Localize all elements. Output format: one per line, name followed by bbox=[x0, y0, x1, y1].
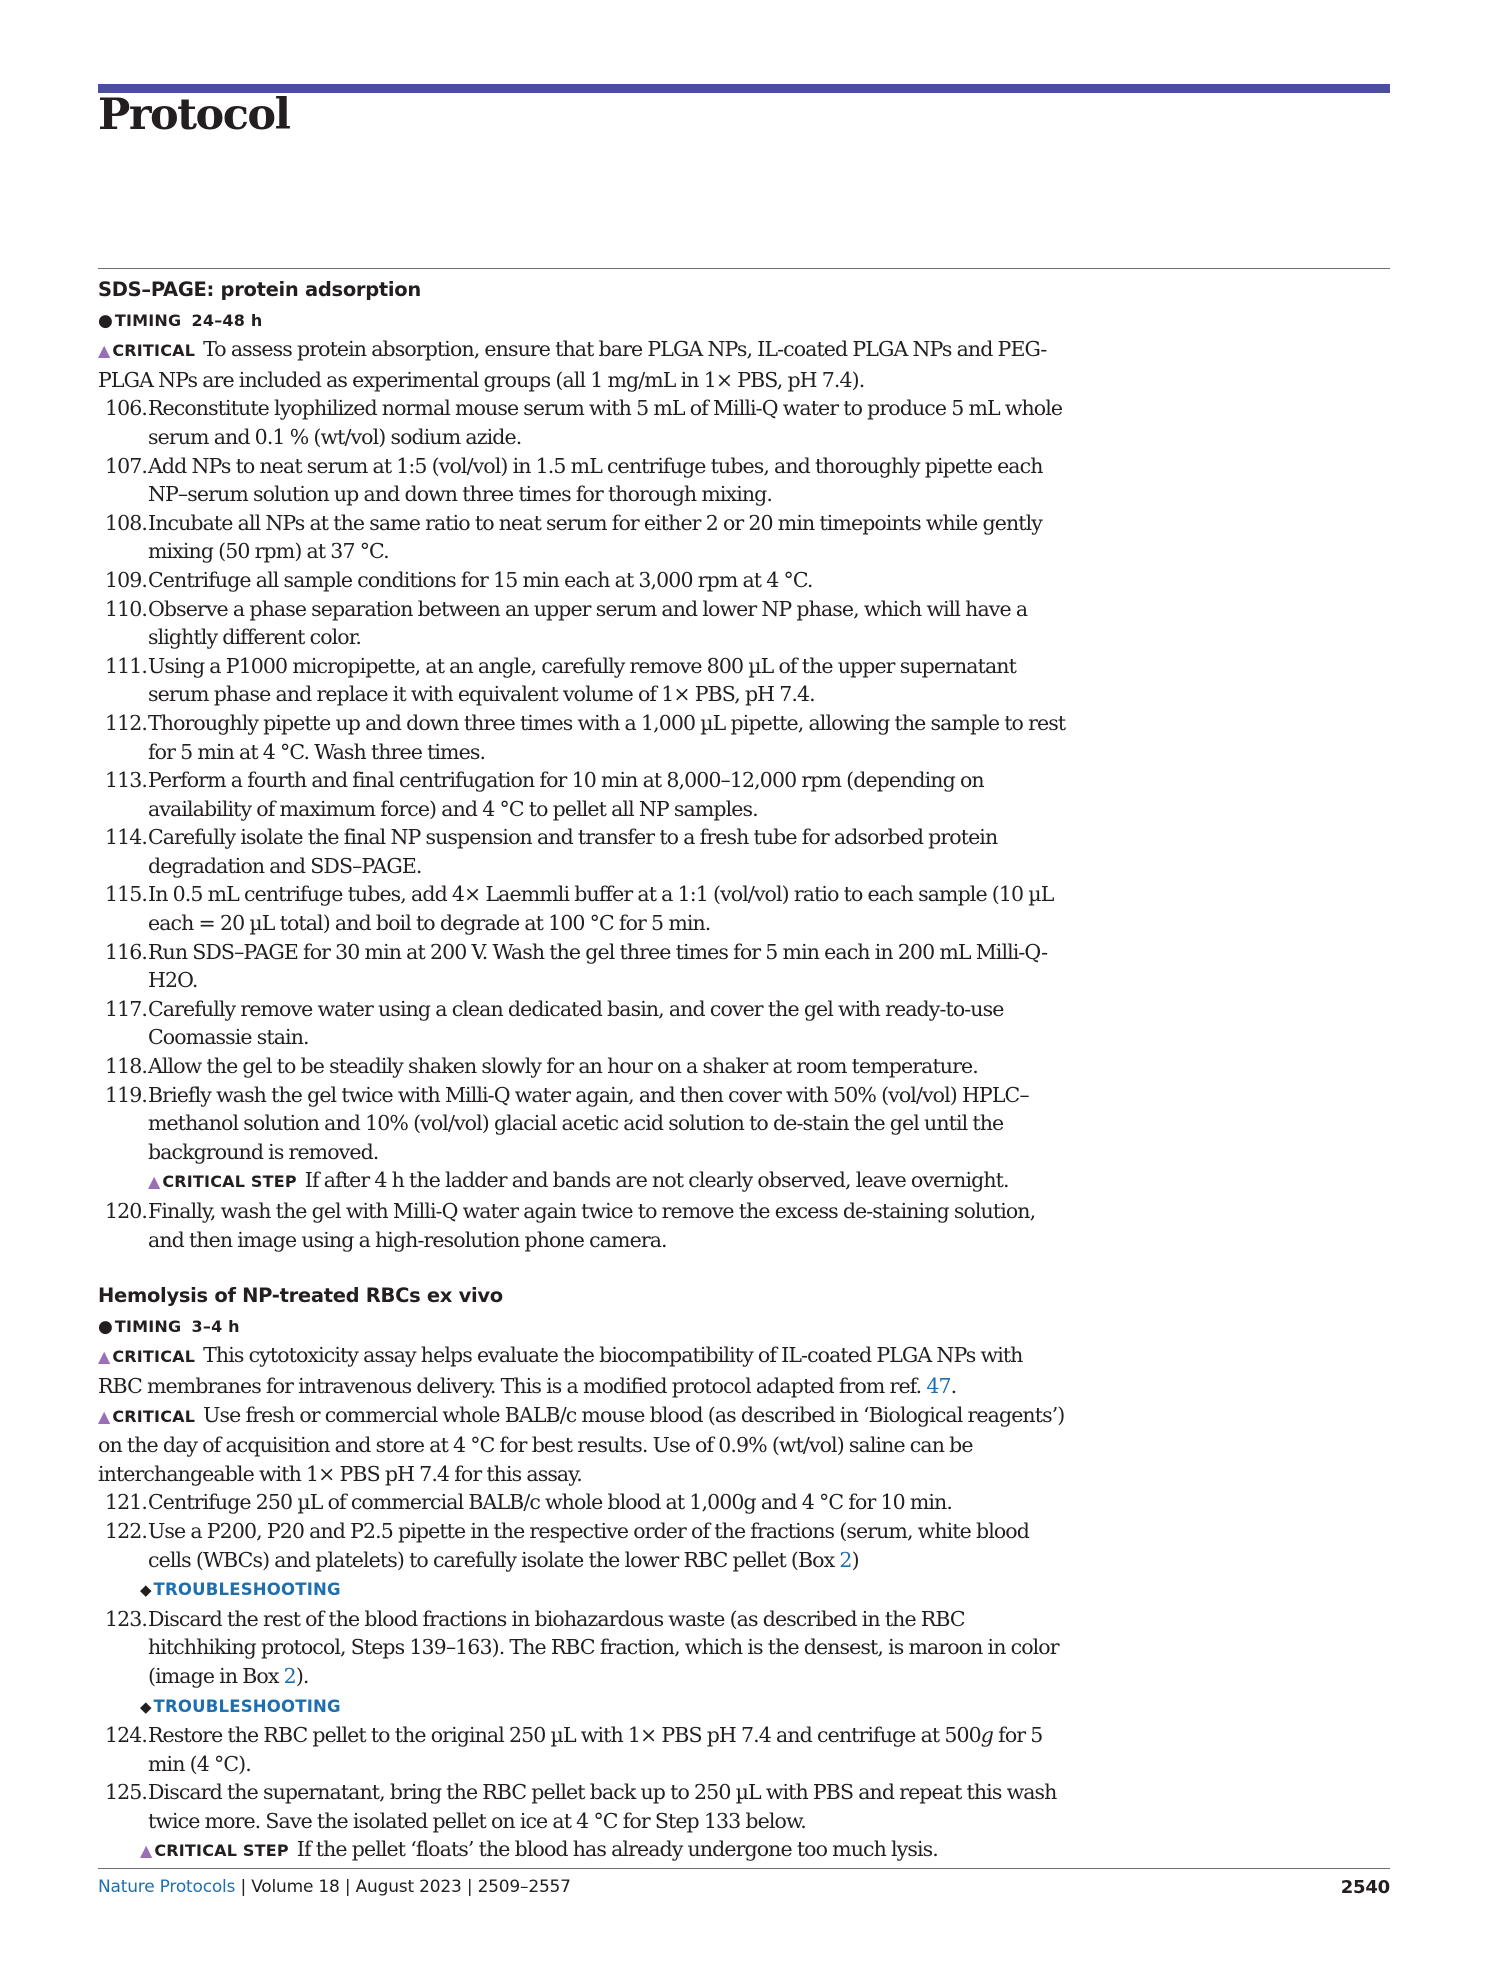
step-text-tail: ). bbox=[295, 1663, 309, 1688]
step-number: 118. bbox=[104, 1054, 147, 1079]
protocol-step bbox=[98, 652, 1068, 709]
timing-value: 24–48 h bbox=[191, 310, 263, 330]
protocol-step bbox=[98, 709, 1068, 766]
step-number: 106. bbox=[104, 396, 147, 421]
step-number: 110. bbox=[104, 596, 147, 621]
protocol-step bbox=[98, 1488, 1068, 1517]
unit-italic: g bbox=[980, 1723, 994, 1748]
critical-triangle-icon: ▲ bbox=[140, 1841, 153, 1861]
step-number: 109. bbox=[104, 567, 147, 592]
timing-value: 3–4 h bbox=[191, 1316, 240, 1336]
step-text: Allow the gel to be steadily shaken slowly for an hour on a shaker at room temperature. bbox=[148, 1054, 978, 1079]
article-type-label: Protocol bbox=[98, 90, 290, 140]
main-content bbox=[98, 276, 1068, 1866]
critical-text: This cytotoxicity assay helps evaluate the biocompatibility of IL-coated PLGA NPs with RBC membranes for intravenous delivery. This is a modified protocol adapted from ref. bbox=[98, 1343, 1023, 1398]
section-heading-hemolysis: Hemolysis of NP-treated RBCs ex vivo bbox=[98, 1284, 503, 1308]
step-text: Carefully remove water using a clean dedicated basin, and cover the gel with ready-to-use Coomassie stain. bbox=[148, 996, 1004, 1050]
critical-triangle-icon: ▲ bbox=[98, 1347, 111, 1367]
step-text: Reconstitute lyophilized normal mouse serum with 5 mL of Milli-Q water to produce 5 mL whole serum and 0.1 % (wt/vol) sodium azide. bbox=[148, 396, 1063, 449]
protocol-step bbox=[98, 823, 1068, 880]
step-text: In 0.5 mL centrifuge tubes, add 4× Laemmli buffer at a 1:1 (vol/vol) ratio to each sample (10 µL each = 20 µL total) and boil to degrade at 100 °C for 5 min. bbox=[148, 882, 1054, 936]
footer-separator: | bbox=[344, 1877, 351, 1897]
critical-step-label: CRITICAL STEP bbox=[162, 1172, 297, 1192]
top-rule bbox=[98, 268, 1390, 269]
protocol-step bbox=[98, 1778, 1068, 1835]
step-text: Incubate all NPs at the same ratio to neat serum for either 2 or 20 min timepoints while gently mixing (50 rpm) at 37 °C. bbox=[148, 510, 1042, 564]
step-text bbox=[148, 1517, 1068, 1574]
step-number: 111. bbox=[104, 653, 147, 678]
protocol-step bbox=[98, 1517, 1068, 1574]
critical-step-text: If after 4 h the ladder and bands are not clearly observed, leave overnight. bbox=[304, 1168, 1009, 1193]
step-text: Run SDS–PAGE for 30 min at 200 V. Wash the gel three times for 5 min each in 200 mL Milli-Q-H2O. bbox=[148, 939, 1048, 993]
step-number: 114. bbox=[104, 825, 147, 850]
critical-label: CRITICAL bbox=[112, 341, 196, 361]
critical-triangle-icon: ▲ bbox=[98, 341, 111, 361]
step-number: 121. bbox=[104, 1490, 147, 1515]
step-number: 122. bbox=[104, 1518, 147, 1543]
protocol-step bbox=[98, 1197, 1068, 1254]
step-number: 125. bbox=[104, 1780, 147, 1805]
step-number: 123. bbox=[104, 1606, 147, 1631]
critical-label: CRITICAL bbox=[112, 1406, 196, 1426]
critical-step-text: If the pellet ‘floats’ the blood has already undergone too much lysis. bbox=[296, 1837, 938, 1862]
footer-date: August 2023 bbox=[355, 1877, 462, 1897]
step-text: Centrifuge 250 µL of commercial BALB/c whole blood at 1,000g and 4 °C for 10 min. bbox=[148, 1490, 952, 1515]
troubleshooting-link[interactable] bbox=[98, 1691, 1068, 1722]
step-number: 120. bbox=[104, 1199, 147, 1223]
footer-separator: | bbox=[466, 1877, 473, 1897]
step-text-body: Use a P200, P20 and P2.5 pipette in the respective order of the fractions (serum, white blood cells (WBCs) and platelets) to carefully isolate the lower RBC pellet (Box bbox=[148, 1518, 1029, 1572]
protocol-step bbox=[98, 452, 1068, 509]
footer-volume: Volume 18 bbox=[251, 1877, 340, 1897]
protocol-step bbox=[98, 995, 1068, 1052]
bottom-rule bbox=[98, 1868, 1390, 1869]
timing-line bbox=[98, 1311, 1068, 1342]
header-bar bbox=[98, 84, 1390, 93]
critical-label: CRITICAL bbox=[112, 1347, 196, 1367]
troubleshooting-label: TROUBLESHOOTING bbox=[153, 1580, 341, 1600]
step-text: Discard the supernatant, bring the RBC pellet back up to 250 µL with PBS and repeat this wash twice more. Save the isolated pellet on ice at 4 °C for Step 133 below. bbox=[148, 1780, 1057, 1833]
timing-label: TIMING bbox=[114, 1316, 182, 1336]
step-text: Finally, wash the gel with Milli-Q water again twice to remove the excess de-staining solution, and then image using a high-resolution phone camera. bbox=[148, 1199, 1036, 1252]
protocol-step bbox=[98, 938, 1068, 995]
step-number: 108. bbox=[104, 510, 147, 535]
step-text: Using a P1000 micropipette, at an angle, carefully remove 800 µL of the upper supernatant serum phase and replace it with equivalent volume of 1× PBS, pH 7.4. bbox=[148, 653, 1016, 707]
protocol-step bbox=[98, 394, 1068, 451]
protocol-step bbox=[98, 1605, 1068, 1691]
page-footer bbox=[98, 1877, 1390, 1897]
step-number: 107. bbox=[104, 453, 147, 478]
timing-label: TIMING bbox=[114, 310, 182, 330]
step-text bbox=[148, 1721, 1068, 1778]
critical-note bbox=[98, 335, 1068, 394]
critical-triangle-icon: ▲ bbox=[148, 1172, 161, 1192]
step-number: 117. bbox=[104, 996, 147, 1021]
step-number: 115. bbox=[104, 882, 147, 907]
timing-dot-icon: ● bbox=[98, 1316, 113, 1337]
critical-note bbox=[98, 1401, 1068, 1489]
step-text bbox=[148, 1605, 1068, 1691]
page-number: 2540 bbox=[1340, 1877, 1390, 1898]
protocol-step bbox=[98, 566, 1068, 595]
step-text: Carefully isolate the final NP suspension and transfer to a fresh tube for adsorbed protein degradation and SDS–PAGE. bbox=[148, 825, 998, 878]
timing-line bbox=[98, 305, 1068, 336]
step-number: 124. bbox=[104, 1723, 147, 1748]
protocol-step bbox=[98, 1721, 1068, 1778]
step-text: Add NPs to neat serum at 1:5 (vol/vol) in 1.5 mL centrifuge tubes, and thoroughly pipette each NP–serum solution up and down three times for thorough mixing. bbox=[148, 453, 1043, 507]
troubleshooting-diamond-icon: ◆ bbox=[140, 1581, 152, 1600]
critical-step-label: CRITICAL STEP bbox=[154, 1841, 289, 1861]
protocol-step bbox=[98, 1052, 1068, 1081]
section-spacer bbox=[98, 1254, 1068, 1282]
protocol-step bbox=[98, 509, 1068, 566]
section-heading-sds-page: SDS–PAGE: protein adsorption bbox=[98, 278, 421, 301]
critical-text: To assess protein absorption, ensure that bare PLGA NPs, IL-coated PLGA NPs and PEG-PLGA NPs are included as experimental groups (all 1 mg/mL in 1× PBS, pH 7.4). bbox=[98, 337, 1047, 392]
timing-dot-icon: ● bbox=[98, 310, 113, 331]
critical-text: Use fresh or commercial whole BALB/c mouse blood (as described in ‘Biological reagents’) on the day of acquisition and store at 4 °C for best results. Use of 0.9% (wt/vol) saline can be interchangeable with 1× PBS pH 7.4 for this assay. bbox=[98, 1402, 1065, 1486]
protocol-step bbox=[98, 880, 1068, 937]
step-text: Centrifuge all sample conditions for 15 min each at 3,000 rpm at 4 °C. bbox=[148, 567, 813, 592]
protocol-step bbox=[98, 766, 1068, 823]
step-text: Briefly wash the gel twice with Milli-Q water again, and then cover with 50% (vol/vol) HPLC–methanol solution and 10% (vol/vol) glacial acetic acid solution to de-stain the gel until the background is removed. bbox=[148, 1082, 1029, 1164]
critical-step-note bbox=[98, 1166, 1068, 1197]
footer-pages: 2509–2557 bbox=[477, 1877, 571, 1897]
step-text: Perform a fourth and final centrifugation for 10 min at 8,000–12,000 rpm (depending on availability of maximum force) and 4 °C to pellet all NP samples. bbox=[148, 768, 984, 821]
reference-link[interactable]: 47 bbox=[926, 1373, 951, 1398]
troubleshooting-link[interactable] bbox=[98, 1574, 1068, 1605]
protocol-step bbox=[98, 1081, 1068, 1167]
step-text-tail: ) bbox=[851, 1547, 859, 1572]
critical-triangle-icon: ▲ bbox=[98, 1406, 111, 1426]
step-text-tail: for 5 min (4 °C). bbox=[148, 1723, 1043, 1776]
step-number: 112. bbox=[104, 710, 147, 735]
troubleshooting-label: TROUBLESHOOTING bbox=[153, 1696, 341, 1716]
step-text-body: Restore the RBC pellet to the original 250 µL with 1× PBS pH 7.4 and centrifuge at 500 bbox=[148, 1723, 981, 1748]
footer-separator: | bbox=[240, 1877, 246, 1897]
step-number: 119. bbox=[104, 1082, 147, 1107]
footer-journal-name[interactable]: Nature Protocols bbox=[98, 1877, 236, 1897]
protocol-step bbox=[98, 595, 1068, 652]
box-link[interactable]: 2 bbox=[283, 1663, 296, 1688]
critical-note: ▲ CRITICAL This cytotoxicity assay helps evaluate the biocompatibility of IL-coated PLGA NPs with RBC membranes for intravenous delivery. This is a modified protocol adapted from ref. 47. bbox=[98, 1343, 1023, 1398]
step-number: 116. bbox=[104, 939, 147, 964]
box-link[interactable]: 2 bbox=[839, 1547, 852, 1572]
critical-step-note bbox=[98, 1835, 1068, 1866]
step-number: 113. bbox=[104, 768, 147, 793]
step-text: Observe a phase separation between an upper serum and lower NP phase, which will have a slightly different color. bbox=[148, 596, 1028, 650]
step-text: Thoroughly pipette up and down three times with a 1,000 µL pipette, allowing the sample to rest for 5 min at 4 °C. Wash three times. bbox=[148, 710, 1066, 764]
troubleshooting-diamond-icon: ◆ bbox=[140, 1697, 152, 1716]
step-text-body: Discard the rest of the blood fractions in biohazardous waste (as described in the RBC hitchhiking protocol, Steps 139–163). The RBC fraction, which is the densest, is maroon in color (image in Box bbox=[148, 1606, 1059, 1688]
